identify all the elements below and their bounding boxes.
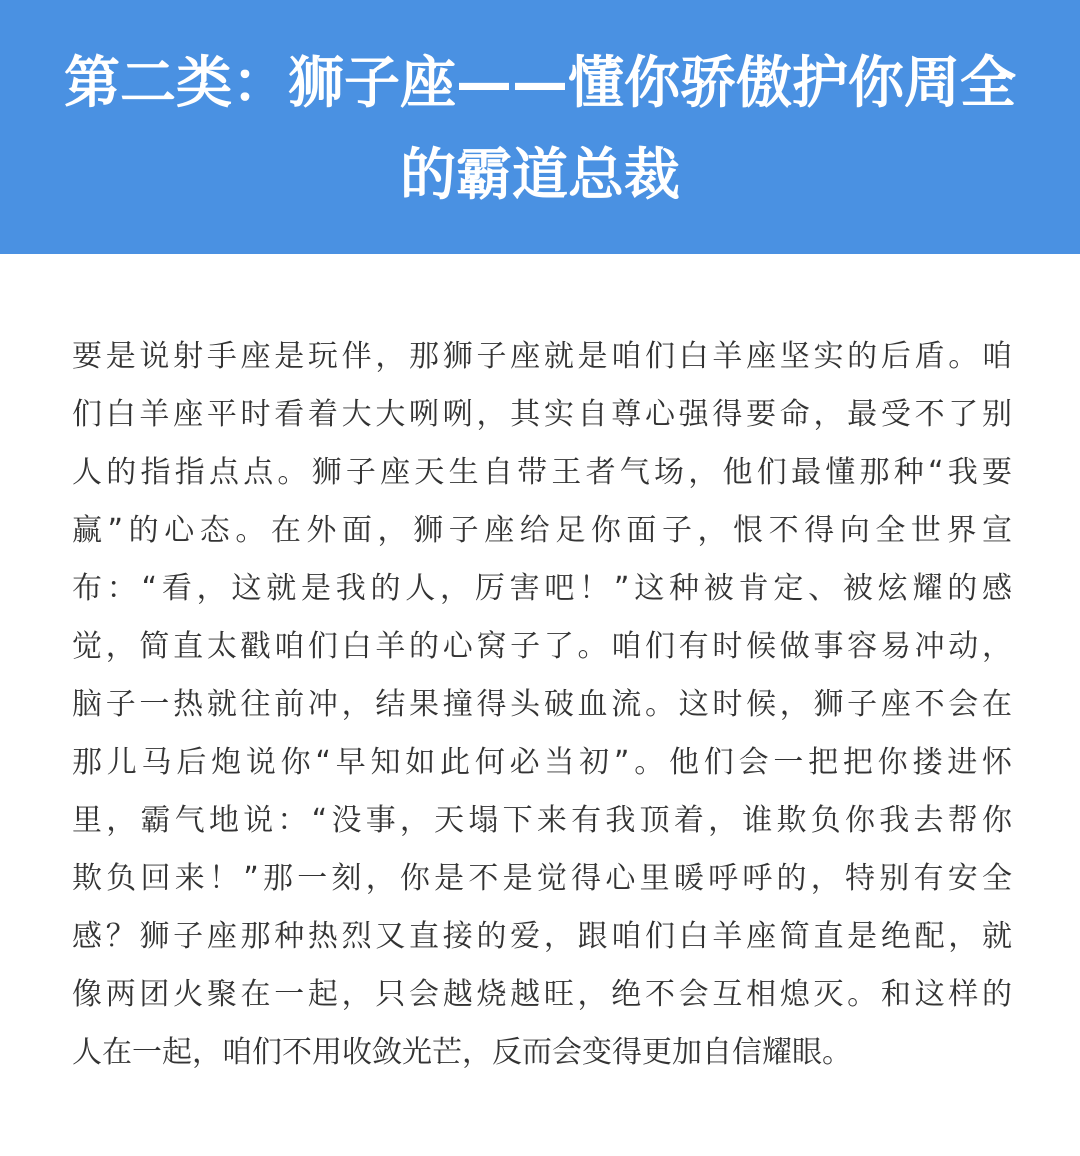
article-line: 觉，简直太戳咱们白羊的心窝子了。咱们有时候做事容易冲动，	[72, 629, 1012, 664]
title-line-2: 的霸道总裁	[400, 143, 680, 208]
article-body	[72, 328, 1012, 1082]
article-line: 那儿马后炮说你“早知如此何必当初”。他们会一把把你搂进怀	[72, 745, 1012, 780]
article-line: 感？狮子座那种热烈又直接的爱，跟咱们白羊座简直是绝配，就	[72, 919, 1012, 954]
article-line: 里，霸气地说：“没事，天塌下来有我顶着，谁欺负你我去帮你	[72, 803, 1012, 838]
page-title	[20, 38, 1060, 222]
article-line: 赢”的心态。在外面，狮子座给足你面子，恨不得向全世界宣	[72, 513, 1012, 548]
article-line: 们白羊座平时看着大大咧咧，其实自尊心强得要命，最受不了别	[72, 397, 1012, 432]
article-line: 脑子一热就往前冲，结果撞得头破血流。这时候，狮子座不会在	[72, 687, 1012, 722]
article-line: 人的指指点点。狮子座天生自带王者气场，他们最懂那种“我要	[72, 455, 1012, 490]
article-line: 欺负回来！”那一刻，你是不是觉得心里暖呼呼的，特别有安全	[72, 861, 1012, 896]
article-line: 布：“看，这就是我的人，厉害吧！”这种被肯定、被炫耀的感	[72, 571, 1012, 606]
article-line: 人在一起，咱们不用收敛光芒，反而会变得更加自信耀眼。	[72, 1035, 852, 1070]
title-banner	[0, 0, 1080, 254]
article-line: 像两团火聚在一起，只会越烧越旺，绝不会互相熄灭。和这样的	[72, 977, 1012, 1012]
article-line: 要是说射手座是玩伴，那狮子座就是咱们白羊座坚实的后盾。咱	[72, 339, 1012, 374]
title-line-1: 第二类：狮子座——懂你骄傲护你周全	[64, 51, 1016, 116]
